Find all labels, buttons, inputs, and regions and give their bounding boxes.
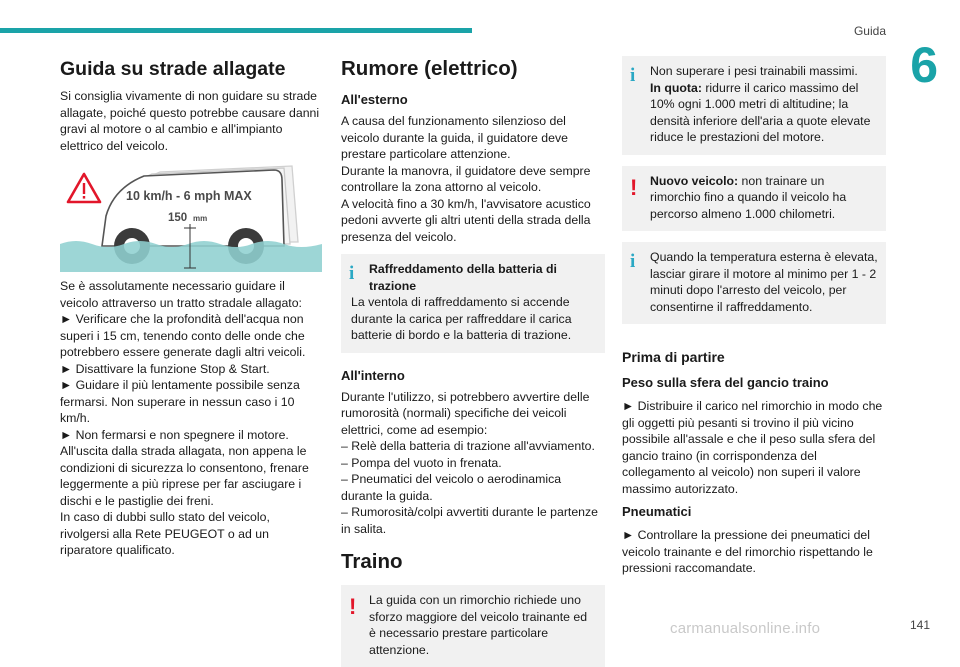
chapter-number: 6 (910, 37, 938, 93)
warning-triangle-icon (68, 174, 100, 202)
outside-line-3: A velocità fino a 30 km/h, l'avvisatore acustico pedoni avverte gli altri utenti della strada della presenza del veicolo. (341, 196, 591, 244)
altitude-label: In quota: (650, 80, 702, 95)
info-icon: i (630, 65, 636, 86)
inside-line-1: Durante l'utilizzo, si potrebbero avvertire delle rumorosità (normali) specifiche dei veicoli elettrici, come ad esempio: (341, 389, 590, 437)
flooded-line-4: ► Guidare il più lentamente possibile senza fermarsi. Non superare in nessun caso i 10 km/h. (60, 378, 300, 425)
column-noise (341, 56, 605, 667)
page-number: 141 (909, 618, 930, 632)
inside-line-4: – Pneumatici del veicolo o aerodinamica durante la guida. (341, 472, 562, 503)
warning-icon: ! (630, 174, 638, 200)
max-weights-note (622, 56, 886, 155)
before-leaving-heading: Prima di partire (622, 349, 725, 365)
watermark: carmanualsonline.info (670, 620, 821, 637)
new-vehicle-text (632, 173, 878, 223)
altitude-rest: ridurre il carico massimo del 10% ogni 1.000 metri di altitudine; la densità inferiore dell'aria a quote elevate riduce le prestazioni del motore. (650, 80, 871, 144)
depth-value-label: 150 (168, 212, 188, 224)
temperature-note (622, 242, 886, 324)
flooded-line-3: ► Disattivare la funzione Stop & Start. (60, 361, 270, 376)
info-icon: i (349, 263, 355, 284)
flooded-line-2: ► Verificare che la profondità dell'acqua non superi i 15 cm, tenendo conto delle onde che potrebbero essere generate dagli altri veicoli. (60, 312, 306, 359)
inside-line-3: – Pompa del vuoto in frenata. (341, 455, 502, 470)
outside-line-1: A causa del funzionamento silenzioso del veicolo durante la guida, il guidatore deve prestare particolare attenzione. (341, 114, 568, 161)
speed-limit-label: 10 km/h - 6 mph MAX (126, 189, 252, 203)
flooded-road-illustration (60, 162, 322, 272)
outside-line-2: Durante la manovra, il guidatore deve sempre controllare la zona attorno al veicolo. (341, 163, 591, 194)
tyres-text: ► Controllare la pressione dei pneumatici del veicolo trainante e del rimorchio rispettando le pressioni raccomandate. (622, 528, 873, 575)
outside-heading: All'esterno (341, 92, 408, 107)
flooded-roads-heading: Guida su strade allagate (60, 58, 286, 80)
flooded-line-6: All'uscita dalla strada allagata, non appena le condizioni di sicurezza lo consentono, frenare leggermente a più riprese per far asciugare i dischi e le pastiglie dei freni. (60, 444, 309, 508)
hitch-weight-heading: Peso sulla sfera del gancio traino (622, 375, 829, 390)
flooded-line-7: In caso di dubbi sullo stato del veicolo, rivolgersi alla Rete PEUGEOT o ad un riparatore qualificato. (60, 510, 270, 557)
depth-unit-label: mm (193, 214, 208, 223)
new-vehicle-label: Nuovo veicolo: (650, 173, 739, 188)
flooded-line-5: ► Non fermarsi e non spegnere il motore. (60, 427, 289, 442)
flooded-line-1: Se è assolutamente necessario guidare il veicolo attraverso un tratto stradale allagato: (60, 279, 302, 310)
new-vehicle-rest: non trainare un rimorchio fino a quando il veicolo ha percorso almeno 1.000 chilometri. (650, 173, 847, 221)
column-flooded-roads (60, 56, 322, 559)
inside-heading: All'interno (341, 367, 405, 383)
section-title: Guida (853, 24, 886, 38)
max-weights-line: Non superare i pesi trainabili massimi. (650, 64, 858, 78)
towing-note-text: La guida con un rimorchio richiede uno sforzo maggiore del veicolo trainante ed è necessario prestare particolare attenzione. (369, 593, 588, 657)
inside-line-2: – Relè della batteria di trazione all'avviamento. (341, 439, 595, 453)
column-towing (622, 56, 886, 577)
battery-note-text: La ventola di raffreddamento si accende durante la carica per raffreddare il carica batterie di bordo e la batteria di trazione. (351, 295, 572, 342)
noise-heading: Rumore (elettrico) (341, 57, 518, 80)
battery-note-title: Raffreddamento della batteria di trazione (369, 262, 557, 293)
warning-icon: ! (349, 594, 357, 619)
altitude-text (632, 80, 878, 146)
new-vehicle-note (622, 166, 886, 232)
info-icon: i (630, 251, 636, 272)
towing-warning-note (341, 585, 605, 667)
hitch-weight-text: ► Distribuire il carico nel rimorchio in modo che gli oggetti più pesanti si trovino il più vicino possibile all'assale e che il peso sulla sfera del gancio traino (in corrispondenza del collegamento al veicolo) non superi il valore massimo autorizzato. (622, 399, 883, 496)
inside-line-5: – Rumorosità/colpi avvertiti durante le partenze in salita. (341, 505, 598, 536)
towing-heading: Traino (341, 550, 403, 573)
top-accent-bar (0, 28, 472, 33)
tyres-heading: Pneumatici (622, 504, 692, 519)
battery-cooling-note (341, 254, 605, 353)
temperature-text: Quando la temperatura esterna è elevata, lasciar girare il motore al minimo per 1 - 2 minuti dopo l'arresto del veicolo, per consentirne il raffreddamento. (650, 250, 878, 314)
flooded-roads-intro: Si consiglia vivamente di non guidare su strade allagate, poiché questo potrebbe causare danni gravi al motore o al cambio e all'impianto elettrico del veicolo. (60, 89, 320, 153)
